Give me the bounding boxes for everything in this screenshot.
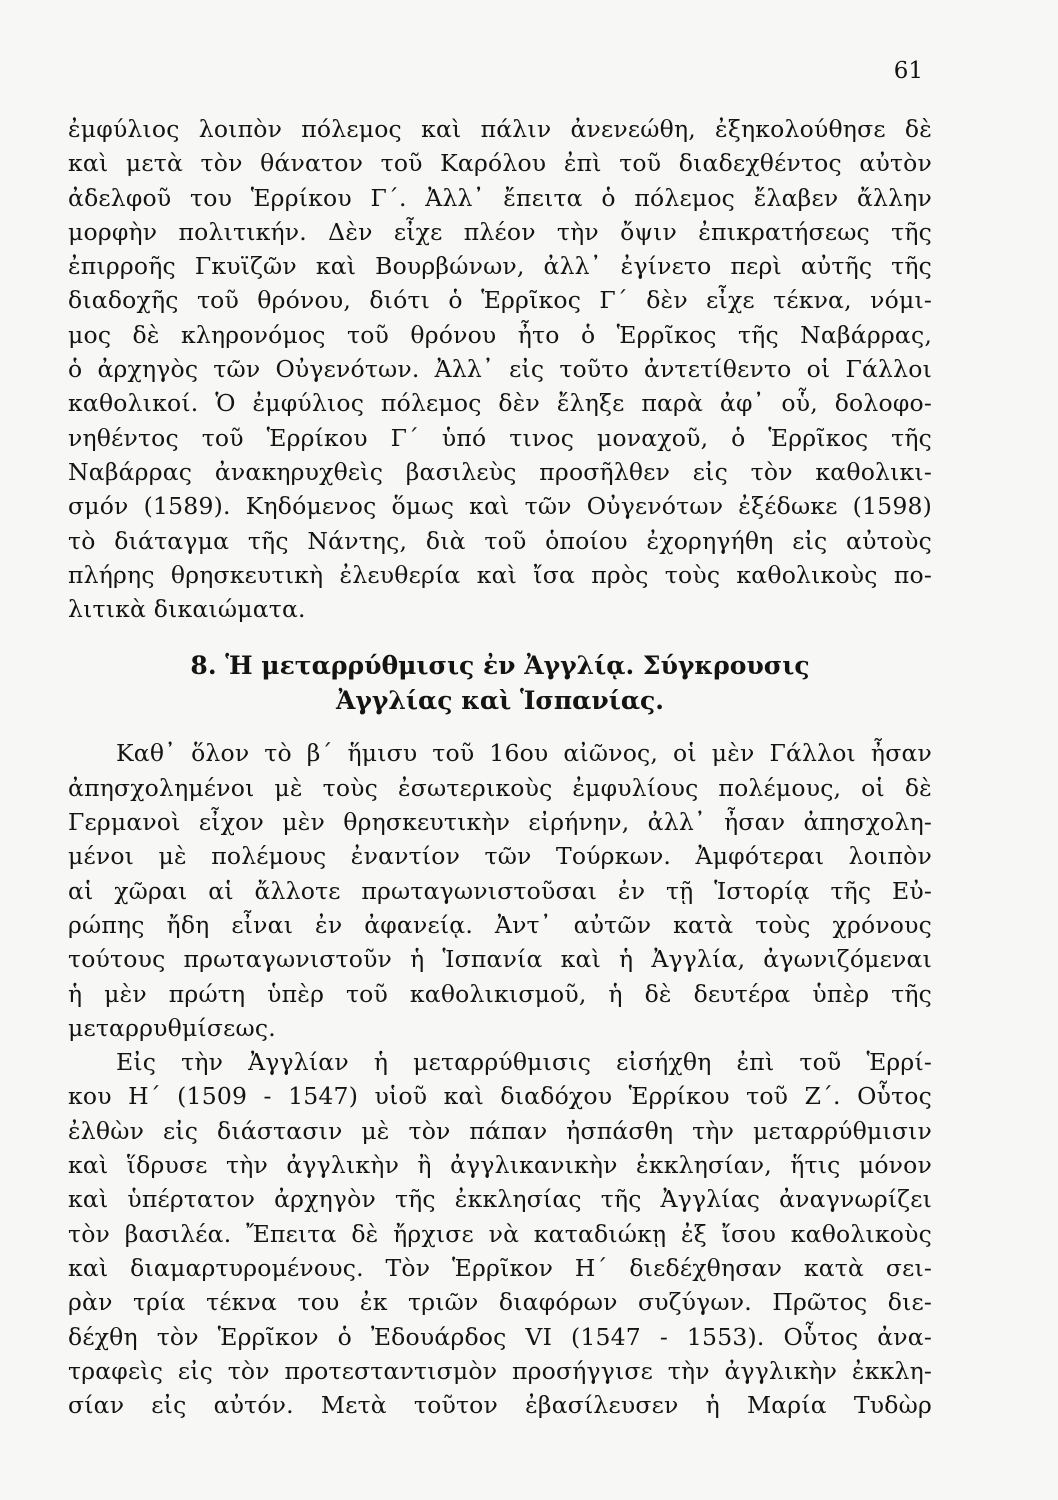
text-line: ὁ ἀρχηγὸς τῶν Οὐγενότων. Ἀλλ᾿ εἰς τοῦτο ἀντετίθεντο οἱ Γάλλοι <box>68 355 932 384</box>
text-line: ρὰν τρία τέκνα του ἐκ τριῶν διαφόρων συζύγων. Πρῶτος διε- <box>68 1288 932 1317</box>
text-line: ἐπιρροῆς Γκυϊζῶν καὶ Βουρβώνων, ἀλλ᾿ ἐγίνετο περὶ αὐτῆς τῆς <box>68 252 932 281</box>
text-line: ρώπης ἤδη εἶναι ἐν ἀφανείᾳ. Ἀντ᾿ αὐτῶν κατὰ τοὺς χρόνους <box>68 910 932 939</box>
text-line: μος δὲ κληρονόμος τοῦ θρόνου ἦτο ὁ Ἑρρῖκος τῆς Ναβάρρας, <box>68 320 932 349</box>
text-line: σίαν εἰς αὐτόν. Μετὰ τοῦτον ἐβασίλευσεν ἡ Μαρία Τυδὼρ <box>68 1391 932 1420</box>
text-line: λιτικὰ δικαιώματα. <box>68 595 306 624</box>
section-title-line-2: Ἀγγλίας καὶ Ἱσπανίας. <box>336 686 664 716</box>
text-line: ἀπησχολημένοι μὲ τοὺς ἐσωτερικοὺς ἐμφυλίους πολέμους, οἱ δὲ <box>68 773 932 802</box>
text-line: καὶ μετὰ τὸν θάνατον τοῦ Καρόλου ἐπὶ τοῦ διαδεχθέντος αὐτὸν <box>68 149 932 178</box>
text-line: αἱ χῶραι αἱ ἄλλοτε πρωταγωνιστοῦσαι ἐν τῇ Ἱστορίᾳ τῆς Εὐ- <box>68 876 932 905</box>
page-number: 61 <box>893 58 923 84</box>
text-line: ἀδελφοῦ του Ἑρρίκου Γ΄. Ἀλλ᾿ ἔπειτα ὁ πόλεμος ἔλαβεν ἄλλην <box>68 183 932 212</box>
text-line: πλήρης θρησκευτικὴ ἐλευθερία καὶ ἴσα πρὸς τοὺς καθολικοὺς πο- <box>68 560 932 589</box>
text-line: τούτους πρωταγωνιστοῦν ἡ Ἱσπανία καὶ ἡ Ἀγγλία, ἀγωνιζόμεναι <box>68 945 932 974</box>
text-line: νηθέντος τοῦ Ἑρρίκου Γ΄ ὑπό τινος μοναχοῦ, ὁ Ἑρρῖκος τῆς <box>68 423 932 452</box>
text-line: Γερμανοὶ εἶχον μὲν θρησκευτικὴν εἰρήνην, ἀλλ᾿ ἦσαν ἀπησχολη- <box>68 808 932 837</box>
text-line: ἡ μὲν πρώτη ὑπὲρ τοῦ καθολικισμοῦ, ἡ δὲ δευτέρα ὑπὲρ τῆς <box>68 979 932 1008</box>
text-line: μεταρρυθμίσεως. <box>68 1013 276 1042</box>
text-line: Ναβάρρας ἀνακηρυχθεὶς βασιλεὺς προσῆλθεν εἰς τὸν καθολικι- <box>68 457 932 486</box>
text-line: ἐλθὼν εἰς διάστασιν μὲ τὸν πάπαν ἠσπάσθη τὴν μεταρρύθμισιν <box>68 1116 932 1145</box>
text-line: καὶ διαμαρτυρομένους. Τὸν Ἑρρῖκον Η΄ διεδέχθησαν κατὰ σει- <box>68 1253 932 1282</box>
text-line: μορφὴν πολιτικήν. Δὲν εἶχε πλέον τὴν ὄψιν ἐπικρατήσεως τῆς <box>68 217 932 246</box>
text-line: Εἰς τὴν Ἀγγλίαν ἡ μεταρρύθμισις εἰσήχθη ἐπὶ τοῦ Ἑρρί- <box>116 1048 932 1077</box>
text-line: σμόν (1589). Κηδόμενος ὅμως καὶ τῶν Οὐγενότων ἐξέδωκε (1598) <box>68 492 932 521</box>
paragraph-3 <box>68 1045 932 1422</box>
text-line: δέχθη τὸν Ἑρρῖκον ὁ Ἐδουάρδος VI (1547 - 1553). Οὗτος ἀνα- <box>68 1322 932 1351</box>
text-line: τραφεὶς εἰς τὸν προτεσταντισμὸν προσήγγισε τὴν ἀγγλικὴν ἐκκλη- <box>68 1356 932 1385</box>
section-title-line-1: 8. Ἡ μεταρρύθμισις ἐν Ἀγγλίᾳ. Σύγκρουσις <box>190 651 810 681</box>
text-line: τὸν βασιλέα. Ἔπειτα δὲ ἤρχισε νὰ καταδιώκῃ ἐξ ἴσου καθολικοὺς <box>68 1219 932 1248</box>
section-heading <box>68 648 932 718</box>
text-line: κου Η΄ (1509 - 1547) υἱοῦ καὶ διαδόχου Ἑρρίκου τοῦ Ζ΄. Οὗτος <box>68 1082 932 1111</box>
text-line: καὶ ἵδρυσε τὴν ἀγγλικὴν ἢ ἀγγλικανικὴν ἐκκλησίαν, ἥτις μόνον <box>68 1151 932 1180</box>
paragraph-1 <box>68 112 932 626</box>
text-line: διαδοχῆς τοῦ θρόνου, διότι ὁ Ἑρρῖκος Γ΄ δὲν εἶχε τέκνα, νόμι- <box>68 286 932 315</box>
text-line: μένοι μὲ πολέμους ἐναντίον τῶν Τούρκων. Ἀμφότεραι λοιπὸν <box>68 842 932 871</box>
text-line: Καθ᾿ ὅλον τὸ β΄ ἥμισυ τοῦ 16ου αἰῶνος, οἱ μὲν Γάλλοι ἦσαν <box>116 739 932 768</box>
text-line: καθολικοί. Ὁ ἐμφύλιος πόλεμος δὲν ἔληξε παρὰ ἀφ᾿ οὗ, δολοφο- <box>68 389 932 418</box>
paragraph-2 <box>68 736 932 1045</box>
text-line: ἐμφύλιος λοιπὸν πόλεμος καὶ πάλιν ἀνενεώθη, ἐξηκολούθησε δὲ <box>68 115 932 143</box>
text-line: τὸ διάταγμα τῆς Νάντης, διὰ τοῦ ὁποίου ἐχορηγήθη εἰς αὐτοὺς <box>68 526 932 555</box>
text-column <box>68 112 932 1422</box>
text-line: καὶ ὑπέρτατον ἀρχηγὸν τῆς ἐκκλησίας τῆς Ἀγγλίας ἀναγνωρίζει <box>68 1185 932 1214</box>
